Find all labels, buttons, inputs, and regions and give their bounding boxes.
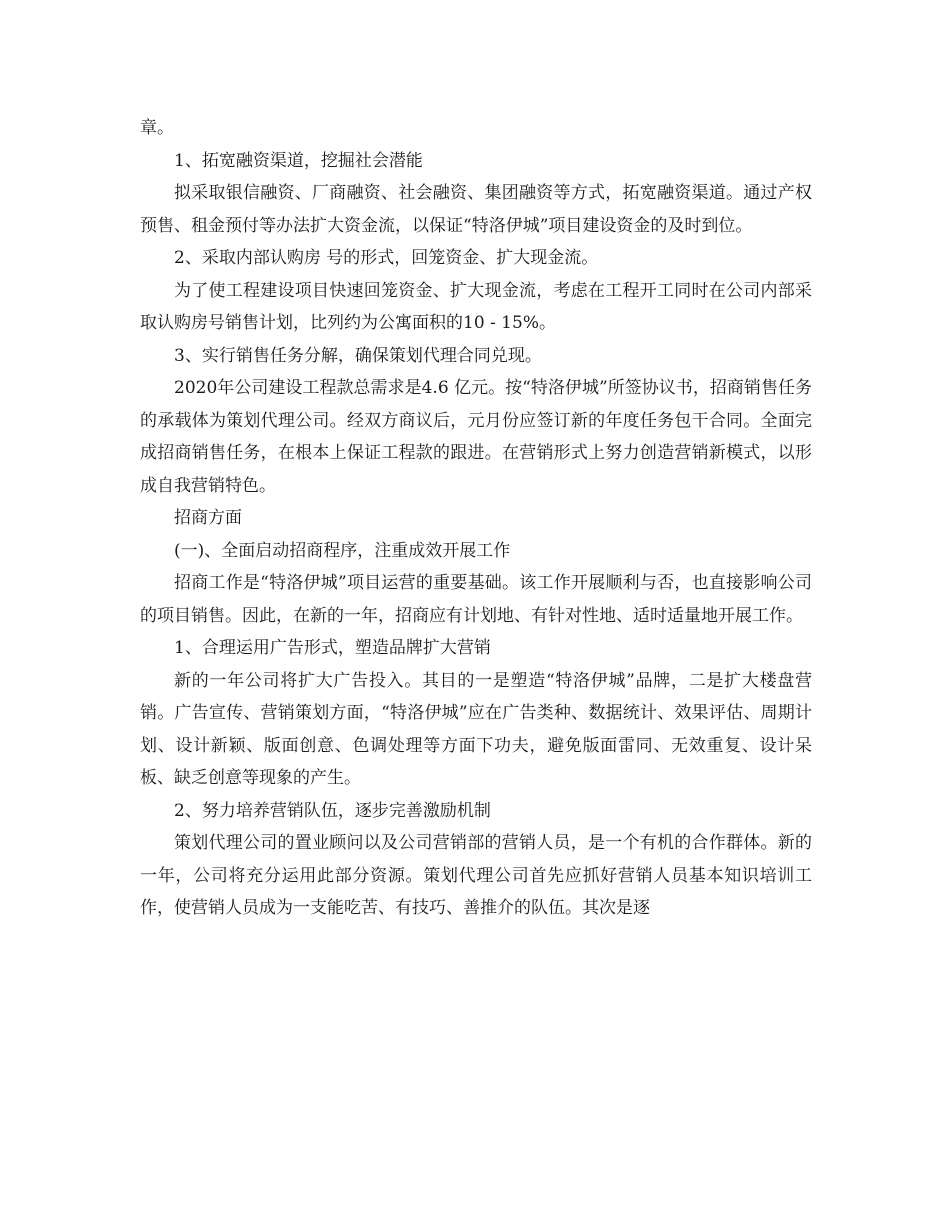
heading-sales-task: 3、实行销售任务分解，确保策划代理合同兑现。 — [174, 345, 542, 366]
heading-start-promotion: (一)、全面启动招商程序，注重成效开展工作 — [174, 540, 511, 561]
heading-investment-promotion: 招商方面 — [174, 508, 242, 528]
paragraph-advertising: 新的一年公司将扩大广告投入。其目的一是塑造“特洛伊城”品牌，二是扩大楼盘营销。广告宣传、营销策划方面，“特洛伊城”应在广告类种、数据统计、效果评估、周期计划、设计新颖、版面创意、色调处理等方面下功夫，避免版面雷同、无效重复、设计呆板、缺乏创意等现象的产生。 — [140, 670, 812, 788]
paragraph-continuation: 章。 — [140, 118, 174, 138]
heading-internal-subscription: 2、采取内部认购房 号的形式，回笼资金、扩大现金流。 — [174, 248, 599, 268]
paragraph-promotion-basis: 招商工作是“特洛伊城”项目运营的重要基础。该工作开展顺利与否，也直接影响公司的项目销售。因此，在新的一年，招商应有计划地、有针对性地、适时适量地开展工作。 — [140, 573, 812, 626]
heading-advertising: 1、合理运用广告形式，塑造品牌扩大营销 — [174, 638, 491, 658]
heading-broaden-financing: 1、拓宽融资渠道，挖掘社会潜能 — [174, 150, 423, 171]
paragraph-sales-team: 策划代理公司的置业顾问以及公司营销部的营销人员，是一个有机的合作群体。新的一年，公司将充分运用此部分资源。策划代理公司首先应抓好营销人员基本知识培训工作，使营销人员成为一支能吃苦、有技巧、善推介的队伍。其次是逐 — [140, 833, 812, 918]
document-page — [140, 112, 812, 925]
paragraph-sales-task: 2020年公司建设工程款总需求是4.6 亿元。按“特洛伊城”所签协议书，招商销售任务的承载体为策划代理公司。经双方商议后，元月份应签订新的年度任务包干合同。全面完成招商销售任务，在根本上保证工程款的跟进。在营销形式上努力创造营销新模式，以形成自我营销特色。 — [140, 378, 812, 496]
paragraph-internal-subscription: 为了使工程建设项目快速回笼资金、扩大现金流，考虑在工程开工同时在公司内部采取认购房号销售计划，比列约为公寓面积的10 - 15%。 — [140, 280, 812, 333]
paragraph-financing-methods: 拟采取银信融资、厂商融资、社会融资、集团融资等方式，拓宽融资渠道。通过产权预售、租金预付等办法扩大资金流，以保证“特洛伊城”项目建设资金的及时到位。 — [140, 183, 812, 236]
heading-sales-team: 2、努力培养营销队伍，逐步完善激励机制 — [174, 800, 491, 821]
